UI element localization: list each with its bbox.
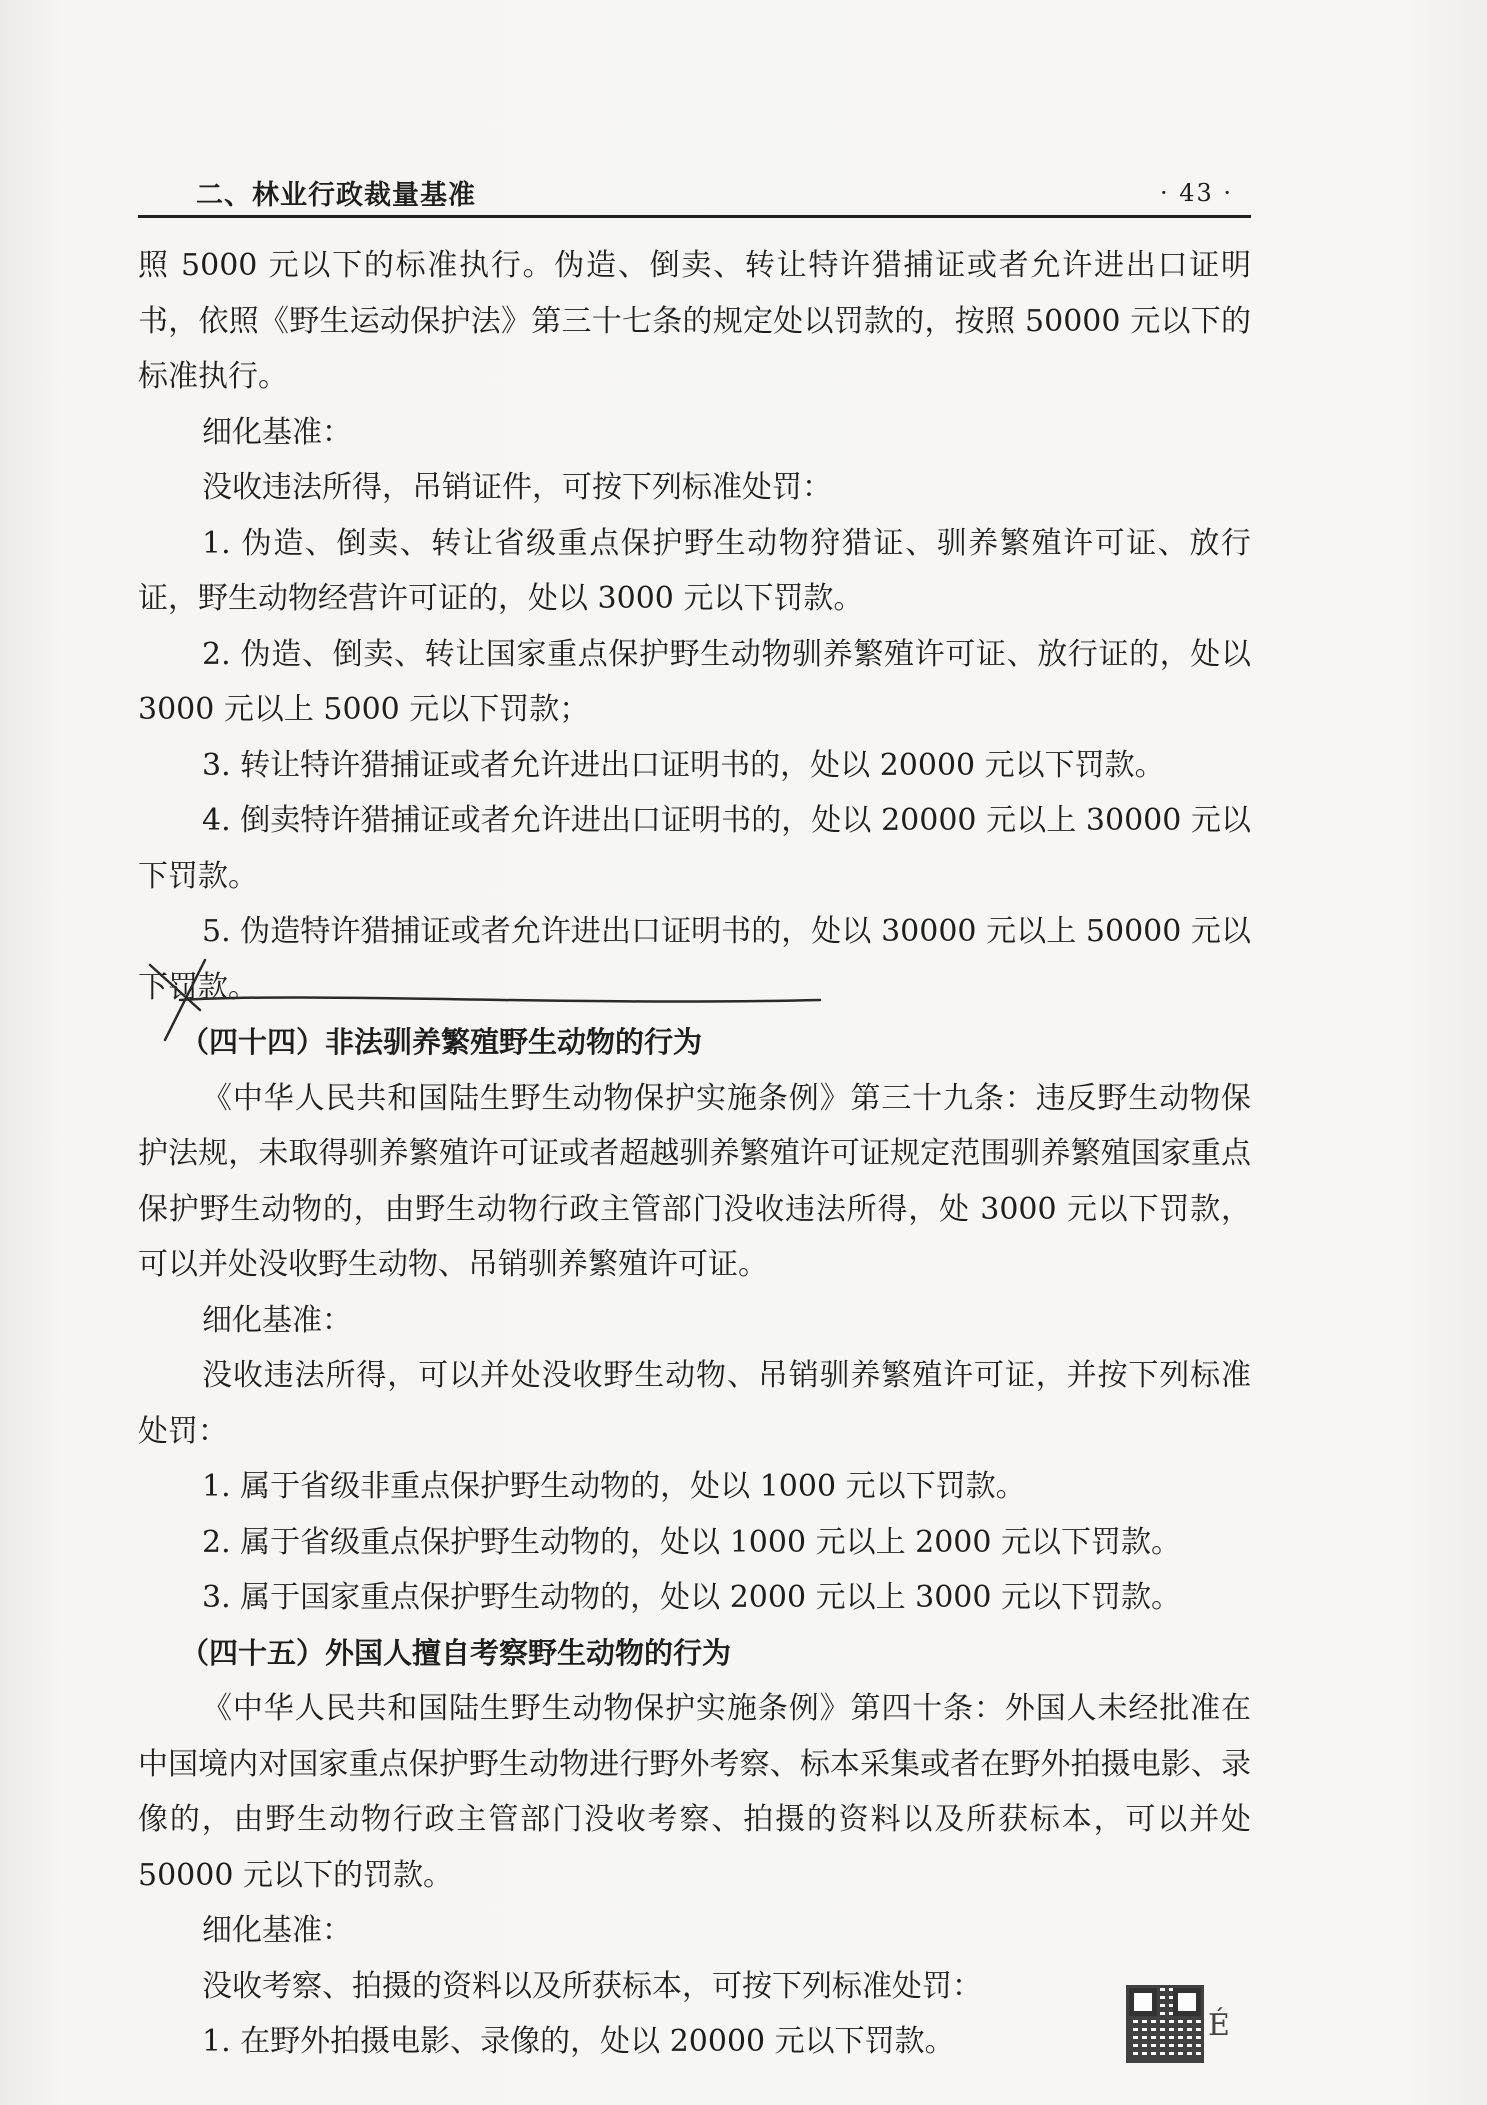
running-header: [138, 165, 1251, 218]
section-heading-44: （四十四）非法驯养繁殖野生动物的行为: [180, 1025, 703, 1059]
corner-glyph: É: [1208, 2008, 1230, 2043]
paragraph-item-3: 3. 属于国家重点保护野生动物的，处以 2000 元以上 3000 元以下罚款。: [202, 1580, 1181, 1615]
paragraph-item-1: 1. 属于省级非重点保护野生动物的，处以 1000 元以下罚款。: [202, 1469, 1026, 1504]
section-heading-45: （四十五）外国人擅自考察野生动物的行为: [180, 1635, 732, 1670]
paragraph-intro: 没收违法所得，可以并处没收野生动物、吊销驯养繁殖许可证，并按下列标准处罚：: [138, 1358, 1251, 1449]
paragraph-detail-criteria: 细化基准：: [202, 414, 352, 450]
paragraph-item-5: 5. 伪造特许猎捕证或者允许进出口证明书的，处以 30000 元以上 50000 元以下罚款。: [138, 914, 1251, 1005]
page-number: · 43 ·: [1159, 179, 1233, 207]
paragraph-item-1: 1. 在野外拍摄电影、录像的，处以 20000 元以下罚款。: [202, 2024, 955, 2059]
paragraph-intro: 没收考察、拍摄的资料以及所获标本，可按下列标准处罚：: [202, 1968, 982, 2004]
paragraph-item-1: 1. 伪造、倒卖、转让省级重点保护野生动物狩猎证、驯养繁殖许可证、放行证，野生动物经营许可证的，处以 3000 元以下罚款。: [138, 525, 1251, 616]
paragraph-item-4: 4. 倒卖特许猎捕证或者允许进出口证明书的，处以 20000 元以上 30000 元以下罚款。: [138, 803, 1251, 894]
paragraph-item-2: 2. 属于省级重点保护野生动物的，处以 1000 元以上 2000 元以下罚款。: [202, 1524, 1181, 1560]
qr-code-icon: [1126, 1985, 1204, 2063]
paragraph-item-3: 3. 转让特许猎捕证或者允许进出口证明书的，处以 20000 元以下罚款。: [202, 747, 1165, 783]
paragraph-intro: 没收违法所得，吊销证件，可按下列标准处罚：: [202, 470, 832, 505]
header-title: 二、林业行政裁量基准: [196, 180, 476, 211]
paragraph-detail-criteria: 细化基准：: [202, 1302, 352, 1338]
paragraph-item-2: 2. 伪造、倒卖、转让国家重点保护野生动物驯养繁殖许可证、放行证的，处以 3000 元以上 5000 元以下罚款；: [138, 636, 1251, 727]
paragraph-regulation-39: 《中华人民共和国陆生野生动物保护实施条例》第三十九条：违反野生动物保护法规，未取得驯养繁殖许可证或者超越驯养繁殖许可证规定范围驯养繁殖国家重点保护野生动物的，由野生动物行政主管部门没收违法所得，处 3000 元以下罚款，可以并处没收野生动物、吊销驯养繁殖许可证。: [138, 1080, 1251, 1282]
paragraph-regulation-40: 《中华人民共和国陆生野生动物保护实施条例》第四十条：外国人未经批准在中国境内对国家重点保护野生动物进行野外考察、标本采集或者在野外拍摄电影、录像的，由野生动物行政主管部门没收考察、拍摄的资料以及所获标本，可以并处 50000 元以下的罚款。: [138, 1691, 1251, 1893]
paragraph-continuation: 照 5000 元以下的标准执行。伪造、倒卖、转让特许猎捕证或者允许进出口证明书，依照《野生运动保护法》第三十七条的规定处以罚款的，按照 50000 元以下的标准执行。: [138, 248, 1251, 394]
body-text: [138, 238, 1251, 2070]
paragraph-detail-criteria: 细化基准：: [202, 1913, 352, 1948]
